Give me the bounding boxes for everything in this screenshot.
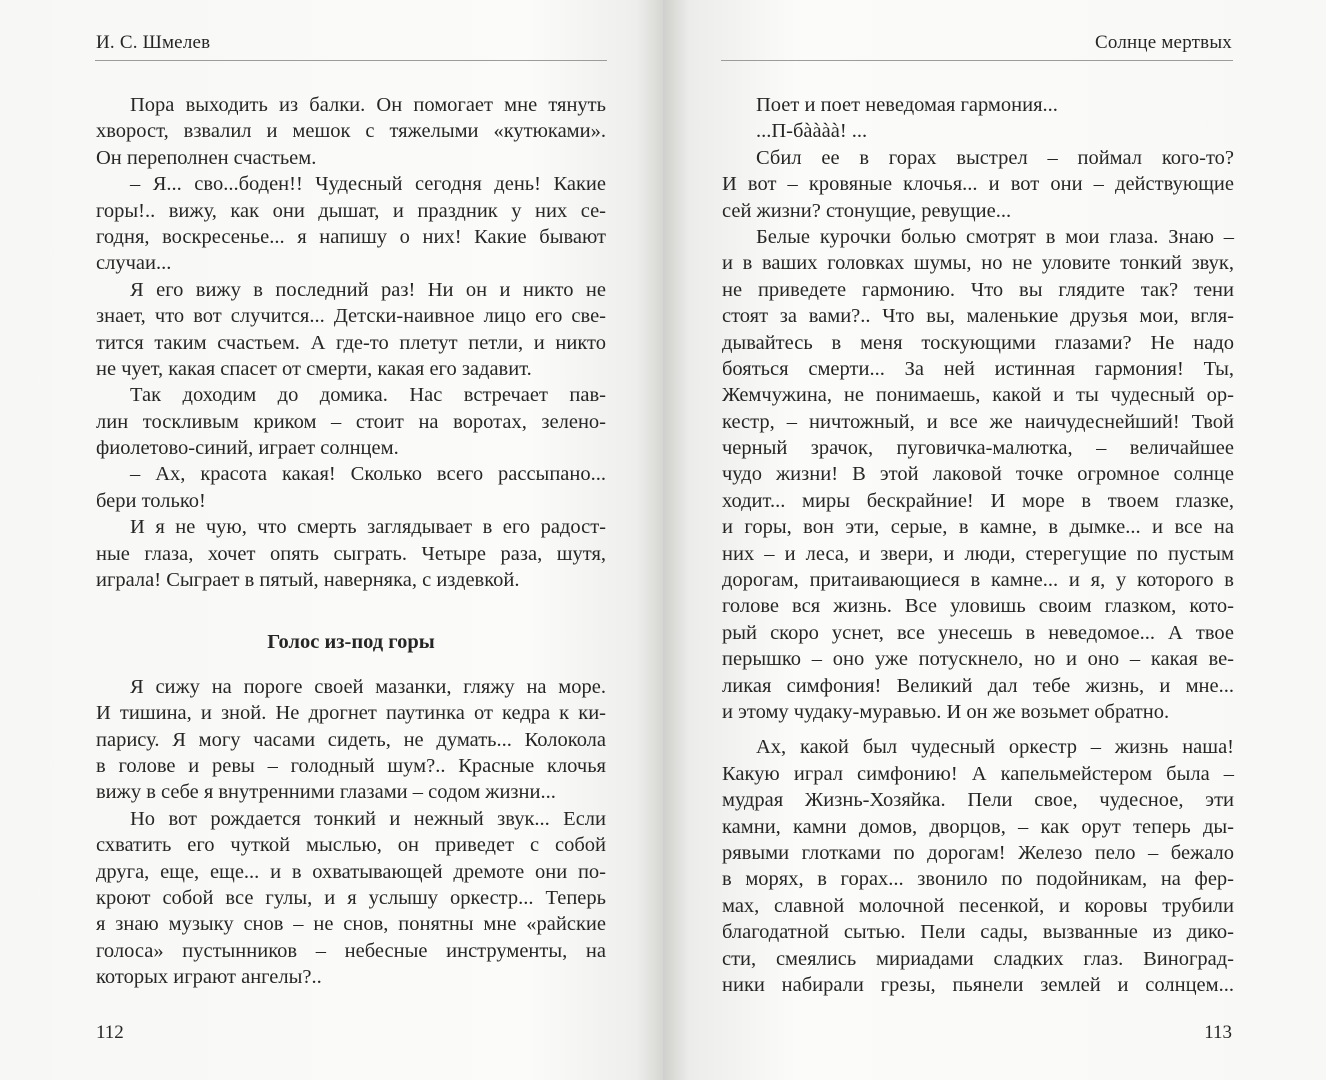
text-line: Поет и поет неведомая гармония... xyxy=(756,94,1058,116)
text-line: Сбил ее в горах выстрел – поймал кого-то? xyxy=(756,146,1234,169)
text-line: фиолетово-синий, играет солнцем. xyxy=(96,437,399,460)
text-line: Пора выходить из балки. Он помогает мне тянуть xyxy=(130,94,606,116)
text-line: мах, славной молочной песенкой, и коровы трубили xyxy=(722,894,1234,917)
text-line: и в ваших головках шумы, но не уловите тонкий звук, xyxy=(722,252,1234,275)
text-line: – Ах, красота какая! Сколько всего рассыпано... xyxy=(130,463,606,486)
text-line: бери только! xyxy=(96,489,206,512)
left-page-text xyxy=(96,92,606,991)
text-line: ники набирали грезы, пьянели землей и солнцем... xyxy=(722,973,1234,996)
text-line: Какую играл симфонию! А капельмейстером была – xyxy=(722,762,1234,785)
text-line: Но вот рождается тонкий и нежный звук... Если xyxy=(130,807,606,830)
text-line: и горы, вон эти, серые, в камне, в дымке... и все на xyxy=(722,516,1234,539)
text-line: сти, смеялись мириадами сладких глаз. Виноград- xyxy=(722,947,1234,970)
text-line: И тишина, и зной. Не дрогнет паутинка от кедра к ки- xyxy=(96,702,606,725)
text-line: благодатной сытью. Пели сады, вызванные из дико- xyxy=(722,921,1234,944)
text-line: И я не чую, что смерть заглядывает в его радост- xyxy=(130,516,606,539)
running-head-title: Солнце мертвых xyxy=(1095,32,1232,53)
text-line: хворост, взвалил и мешок с тяжелыми «кутюками». xyxy=(96,120,606,143)
running-head-author: И. С. Шмелев xyxy=(96,32,211,53)
text-line: И вот – кровяные клочья... и вот они – действующие xyxy=(722,173,1234,196)
text-line: ные глаза, хочет опять сыграть. Четыре раза, шутя, xyxy=(96,542,606,565)
text-line: вижу в себе я внутренними глазами – содом жизни... xyxy=(96,781,556,804)
text-line: годня, воскресенье... я напишу о них! Какие бывают xyxy=(96,225,606,248)
text-line: ...П-бàààà! ... xyxy=(756,120,868,143)
text-line: парису. Я могу часами сидеть, не думать... Колокола xyxy=(96,728,606,751)
header-rule xyxy=(95,60,607,61)
text-line: и этому чудаку-муравью. И он же возьмет обратно. xyxy=(722,700,1170,723)
text-line: голове вся жизнь. Все уловишь своим глазком, кото- xyxy=(722,595,1234,618)
text-line: схватить его чуткой мыслью, он приведет с собой xyxy=(96,834,606,857)
text-line: черный зрачок, пуговичка-малютка, – величайшее xyxy=(722,437,1234,460)
text-line: кестр, – ничтожный, и все же наичудеснейший! Твой xyxy=(722,410,1234,433)
text-line: них – и леса, и звери, и люди, стерегущие по пустым xyxy=(722,542,1234,565)
text-line: кроют собой все гулы, и я услышу оркестр... Теперь xyxy=(96,886,606,909)
header-rule xyxy=(721,60,1233,61)
section-heading: Голос из-под горы xyxy=(267,631,435,654)
text-line: не приведете гармонию. Что вы глядите так? тени xyxy=(722,278,1234,301)
text-line: Так доходим до домика. Нас встречает пав- xyxy=(130,384,606,407)
text-line: рый скоро уснет, все унесешь в неведомое... А твое xyxy=(722,621,1234,644)
text-line: сей жизни? стонущие, ревущие... xyxy=(722,199,1012,222)
page-number: 113 xyxy=(1204,1022,1232,1043)
text-line: Ах, какой был чудесный оркестр – жизнь наша! xyxy=(756,736,1234,759)
text-line: Белые курочки болью смотрят в мои глаза. Знаю – xyxy=(756,225,1234,248)
text-line: в голове и ревы – голодный шум?.. Красные клочья xyxy=(96,754,606,777)
text-line: друга, еще, еще... и в охватывающей дремоте они по- xyxy=(96,860,606,883)
text-line: голоса» пустынников – небесные инструменты, на xyxy=(96,939,606,962)
text-line: горы!.. вижу, как они дышат, и праздник у них се- xyxy=(96,199,606,222)
text-line: Он переполнен счастьем. xyxy=(96,146,317,169)
text-line: в морях, в горах... звонило по подойникам, на фер- xyxy=(722,868,1234,891)
page-number: 112 xyxy=(96,1022,124,1043)
text-line: Я его вижу в последний раз! Ни он и никто не xyxy=(130,278,606,301)
paragraph-gap xyxy=(722,725,1234,734)
text-line: дорогам, притаивающиеся в камне... и я, у которого в xyxy=(722,569,1234,592)
text-line: стоят за вами?.. Что вы, маленькие друзья мои, вгля- xyxy=(722,305,1234,328)
text-line: ходит... миры бескрайние! И море в твоем глазке, xyxy=(722,489,1234,512)
text-line: тится таким счастьем. А где-то плетут петли, и никто xyxy=(96,331,606,354)
text-line: перышко – оно уже потускнело, но и оно – какая ве- xyxy=(722,648,1234,671)
text-line: чудо жизни! В этой лаковой точке огромное солнце xyxy=(722,463,1234,486)
text-line: знает, что вот случится... Детски-наивное лицо его све- xyxy=(96,305,606,328)
text-line: Я сижу на пороге своей мазанки, гляжу на море. xyxy=(130,675,606,698)
text-line: – Я... сво...боден!! Чудесный сегодня день! Какие xyxy=(130,173,606,196)
text-line: не чует, какая спасет от смерти, какая его задавит. xyxy=(96,357,532,380)
text-line: лин тоскливым криком – стоит на воротах, зелено- xyxy=(96,410,606,433)
text-line: дывайтесь в меня тоскующими глазами? Не надо xyxy=(722,331,1234,354)
text-line: мудрая Жизнь-Хозяйка. Пели свое, чудесное, эти xyxy=(722,789,1234,812)
right-page-text xyxy=(722,92,1234,998)
text-line: играла! Сыграет в пятый, наверняка, с издевкой. xyxy=(96,569,520,592)
text-line: камни, камни домов, дворцов, – как орут теперь ды- xyxy=(722,815,1234,838)
text-line: рявыми глотками по дорогам! Железо пело – бежало xyxy=(722,841,1234,864)
text-line: которых играют ангелы?.. xyxy=(96,966,322,989)
text-line: я знаю музыку снов – не снов, понятны мне «райские xyxy=(96,913,606,936)
right-page xyxy=(663,0,1326,1080)
text-line: Жемчужина, не понимаешь, какой и ты чудесный ор- xyxy=(722,384,1234,407)
text-line: случаи... xyxy=(96,252,172,275)
text-line: бояться смерти... За ней истинная гармония! Ты, xyxy=(722,357,1234,380)
text-line: ликая симфония! Великий дал тебе жизнь, и мне... xyxy=(722,674,1234,697)
